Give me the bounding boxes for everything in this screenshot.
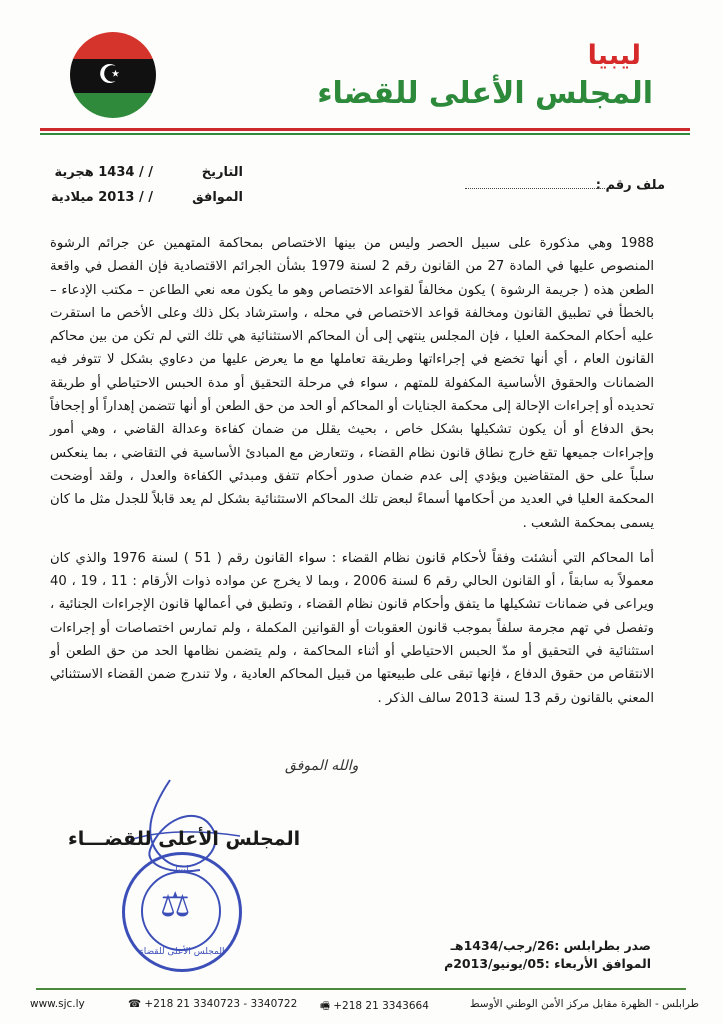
date-hijri: / / 1434 هجرية xyxy=(54,165,153,180)
date-label: التاريخ xyxy=(201,165,243,180)
closing-regards: والله الموفق xyxy=(285,758,359,774)
official-seal xyxy=(122,852,242,972)
footer-phone-numbers: +218 21 3340723 - 3340722 xyxy=(144,998,298,1010)
header-rule-red xyxy=(40,128,690,131)
issued-gregorian: الموافق الأربعاء :05/يونيو/2013م xyxy=(444,956,651,971)
country-name: ليبيا xyxy=(587,40,641,71)
scales-of-justice-icon: ⚖ xyxy=(160,885,191,925)
date-gregorian: / / 2013 ميلادية xyxy=(51,190,153,205)
council-name: المجلس الأعلى للقضاء xyxy=(317,76,653,111)
footer-address: طرابلس - الظهرة مقابل مركز الأمن الوطني الأوسط xyxy=(469,998,699,1010)
letter-body xyxy=(50,232,654,710)
footer-phones xyxy=(128,998,297,1010)
footer-website[interactable]: www.sjc.ly xyxy=(30,998,85,1010)
body-paragraph-1: 1988 وهي مذكورة على سبيل الحصر وليس من بينها الاختصاص بمحاكمة المتهمين عن جرائم الرشوة المنصوص عليها في المادة 27 من القانون رقم 2 لسنة 1979 بشأن الجرائم الاقتصادية فإن الفصل في واقعة الطعن هذه ( جريمة الرشوة ) يكون مخالفاً لقواعد الاختصاص وهو ما يكون معه نعي الطاعن – مكتب الإدعاء – بالخطأ في تطبيق القانون ومخالفة قواعد الاختصاص في محله ، واسترشاد بكل ذلك وعلى الأخص ما استقرت عليه أحكام المحكمة العليا ، فإن المجلس ينتهي إلى أن المحاكم الاستثنائية هي تلك التي لم تكن من بين محاكم القانون العام ، أي أنها تخضع في إجراءاتها وطريقة تعاملها مع ما يعرض عليها من دعاوي بشكل لا تتوفر فيه الضمانات والحقوق الأساسية المكفولة للمتهم ، سواء في مرحلة التحقيق أو مدة الحبس الاحتياطي أو طريقة تحديده أو إجراءات الإحالة إلى محكمة الجنايات أو المحاكم أو الحد من حق الطعن أو أنها تتضمن إهداراً أو إجحافاً بحق الدفاع أو أن يكون تشكيلها بشكل خاص ، بحيث يقلل من ضمان كفاءة وعدالة القاضي ، وهي أمور وإجراءات جميعها تقع خارج نطاق قانون نظام القضاء ، وتتعارض مع المبادئ الأساسية في التقاضي ، بما ينعكس سلباً على حق المتقاضين ويؤدي إلى عدم ضمان صدور أحكام تتفق ومبدئي الكفاءة والعدل ، ولقد أوضحت المحكمة العليا في العديد من أحكامها أسماءً لبعض تلك المحاكم الاستثنائية بشكل لم يعد قابلاً للجدل مثل ما كان يسمى بمحكمة الشعب . xyxy=(50,236,654,531)
seal-top-text: ليبيا xyxy=(175,865,189,875)
libya-flag-emblem xyxy=(70,32,156,118)
corresponding-label: الموافق xyxy=(192,190,243,205)
issued-hijri: صدر بطرابلس :26/رجب/1434هـ xyxy=(450,938,651,953)
phone-icon: ☎ xyxy=(128,998,145,1010)
fax-icon: 🖷 xyxy=(320,1000,334,1012)
signatory-title: المجلس الأعلى للقضـــاء xyxy=(68,828,301,850)
crescent-star-icon: ☪ xyxy=(98,60,122,90)
footer-rule xyxy=(36,988,686,990)
footer-fax xyxy=(320,998,429,1016)
footer-fax-number: +218 21 3343664 xyxy=(333,1000,429,1012)
file-number-line xyxy=(465,188,605,189)
seal-bottom-text: المجلس الأعلى للقضاء xyxy=(139,947,225,957)
header-rule-green xyxy=(40,133,690,135)
body-paragraph-2: أما المحاكم التي أنشئت وفقاً لأحكام قانون نظام القضاء : سواء القانون رقم ( 51 ) لسنة 1976 والذي كان معمولاً به سابقاً ، أو القانون الحالي رقم 6 لسنة 2006 ، وبما لا يخرج عن مواده ذوات الأرقام : 11 ، 19 ، 40 ويراعى في ضمانات تشكيلها ما يتفق وأحكام قانون نظام القضاء ، وتطبق في أعمالها قانون الإجراءات الجنائية ، وتفصل في تهم مجرمة سلفاً بموجب قانون العقوبات أو القوانين المكملة ، ولم تمارس اختصاصات أو إجراءات استثنائية في التحقيق أو مدّ الحبس الاحتياطي أو أثناء المحاكمة ، ولم يتضمن نظامها الحد من حق الطعن أو الانتقاص من حقوق الدفاع ، فإنها تبقى على طبيعتها من قبيل المحاكم العادية ، ولا تندرج ضمن القضاء الاستثنائي المعني بالقانون رقم 13 لسنة 2013 سالف الذكر . xyxy=(50,550,655,706)
file-number-label: ملف رقم : xyxy=(595,178,665,193)
flag-red-band xyxy=(70,32,156,59)
flag-green-band xyxy=(70,93,156,118)
